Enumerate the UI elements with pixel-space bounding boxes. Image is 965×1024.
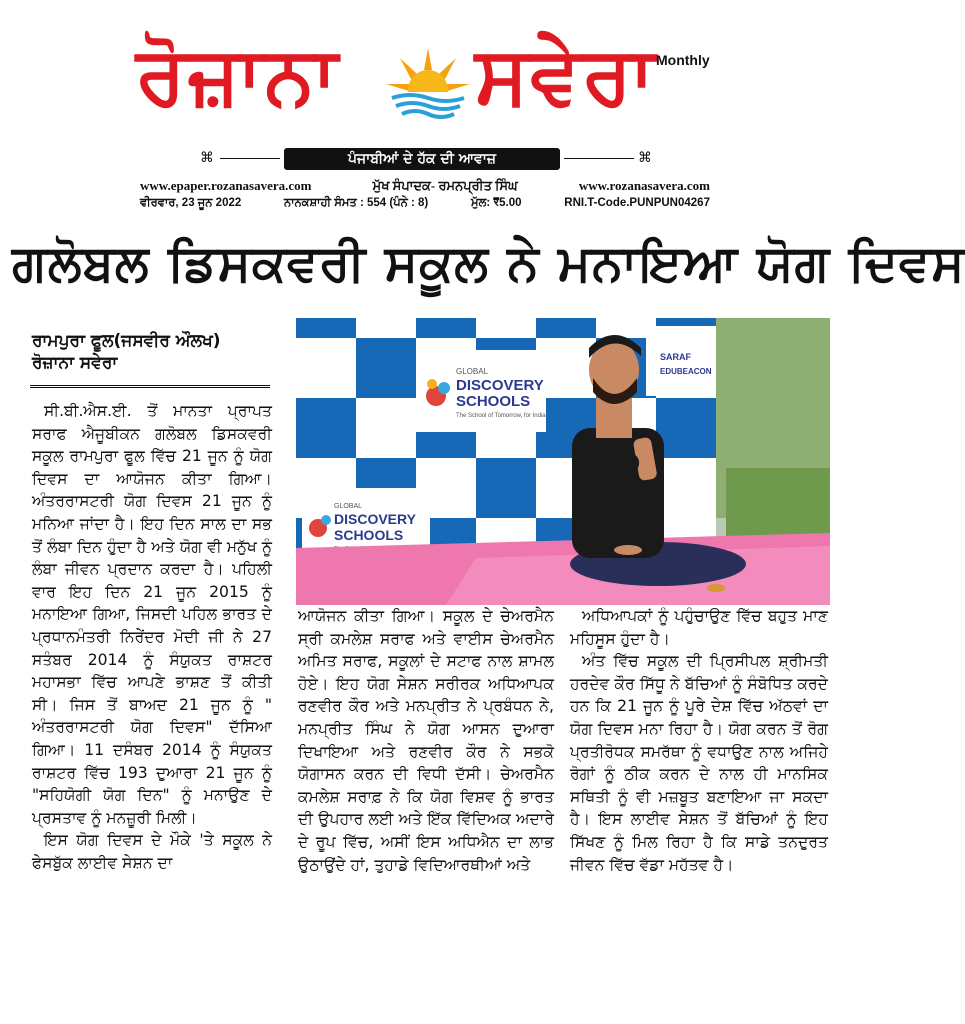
banner-edubeacon: EDUBEACON: [660, 367, 712, 376]
issue-date: ਵੀਰਵਾਰ, 23 ਜੂਨ 2022: [140, 197, 242, 209]
logo-left-text: ਰੋਜ਼ਾਨਾ: [136, 29, 340, 122]
masthead-meta-row: [140, 197, 710, 210]
article-paragraph: ਆਯੋਜਨ ਕੀਤਾ ਗਿਆ। ਸਕੂਲ ਦੇ ਚੇਅਰਮੈਨ ਸ੍ਰੀ ਕਮਲੇਸ਼ ਸਰਾਫ ਅਤੇ ਵਾਈਸ ਚੇਅਰਮੈਨ ਅਮਿਤ ਸਰਾਫ, ਸਕੂਲਾਂ ਦੇ ਸਟਾਫ ਨਾਲ ਸ਼ਾਮਲ ਹੋਏ। ਇਹ ਯੋਗ ਸੇਸ਼ਨ ਸਰੀਰਕ ਅਧਿਆਪਕ ਰਣਵੀਰ ਕੌਰ ਅਤੇ ਮਨਪ੍ਰੀਤ ਨੇ ਪ੍ਰਬੰਧਨ ਨੇ, ਮਨਪ੍ਰੀਤ ਸਿੰਘ ਨੇ ਯੋਗ ਆਸਨ ਦੁਆਰਾ ਦਿਖਾਇਆ ਅਤੇ ਰਣਵੀਰ ਕੌਰ ਨੇ ਸਭਕੋ ਯੋਗਾਸਨ ਕਰਨ ਦੀ ਵਿਧੀ ਦੱਸੀ। ਚੇਅਰਮੈਨ ਕਮਲੇਸ਼ ਸਰਾਫ਼ ਨੇ ਕਿ ਯੋਗ ਵਿਸ਼ਵ ਨੂੰ ਭਾਰਤ ਦੀ ਉਪਹਾਰ ਲਈ ਅਤੇ ਇੱਕ ਵਿੱਦਿਅਕ ਅਦਾਰੇ ਦੇ ਰੂਪ ਵਿੱਚ, ਅਸੀਂ ਇਸ ਅਧਿਐਨ ਦਾ ਲਾਭ ਉਠਾਉਂਦੇ ਹਾਂ, ਤੁਹਾਡੇ ਵਿਦਿਆਰਥੀਆਂ ਅਤੇ: [298, 607, 554, 874]
article-column-3: [570, 605, 828, 876]
price: ਮੁੱਲ: ₹5.00: [471, 197, 522, 209]
article-photo: [296, 318, 830, 605]
banner-brand-line2: SCHOOLS: [456, 393, 531, 410]
rni-code: RNI.T-Code.PUNPUN04267: [564, 197, 710, 209]
article-paragraph: ਅੰਤ ਵਿੱਚ ਸਕੂਲ ਦੀ ਪ੍ਰਿਸੀਪਲ ਸ਼੍ਰੀਮਤੀ ਹਰਦੇਵ ਕੌਰ ਸਿੱਧੂ ਨੇ ਬੱਚਿਆਂ ਨੂੰ ਸੰਬੋਧਿਤ ਕਰਦੇ ਹਨ ਕਿ 21 ਜੂਨ ਨੂੰ ਪੂਰੇ ਦੇਸ਼ ਵਿੱਚ ਅੱਠਵਾਂ ਦਾ ਯੋਗ ਦਿਵਸ ਮਨਾ ਰਿਹਾ ਹੈ। ਯੋਗ ਕਰਨ ਤੋਂ ਰੋਗ ਪ੍ਰਤੀਰੋਧਕ ਸਮਰੱਥਾ ਨੂੰ ਵਧਾਉਣ ਨਾਲ ਅਜਿਹੇ ਰੋਗਾਂ ਨੂੰ ਠੀਕ ਕਰਨ ਦੇ ਨਾਲ ਹੀ ਮਾਨਸਿਕ ਸਥਿਤੀ ਨੂੰ ਵੀ ਮਜ਼ਬੂਤ ਬਣਾਇਆ ਜਾ ਸਕਦਾ ਹੈ। ਇਸ ਲਾਈਵ ਸੇਸ਼ਨ ਤੋਂ ਬੱਚਿਆਂ ਨੂੰ ਇਹ ਸਿੱਖਣ ਨੂੰ ਮਿਲ ਰਿਹਾ ਹੈ ਕਿ ਸਾਡੇ ਤਨਦੁਰਤ ਜੀਵਨ ਵਿੱਚ ਵੱਡਾ ਮਹੱਤਵ ਹੈ।: [570, 652, 828, 874]
banner-brand-line2-2: SCHOOLS: [334, 527, 404, 543]
tagline-rule-right: [564, 158, 634, 159]
banner-brand-line1: DISCOVERY: [456, 377, 544, 394]
article-paragraph: ਇਸ ਯੋਗ ਦਿਵਸ ਦੇ ਮੌਕੇ 'ਤੇ ਸਕੂਲ ਨੇ ਫੇਸਬੁੱਕ ਲਾਈਵ ਸੇਸ਼ਨ ਦਾ: [32, 831, 272, 872]
byline: [32, 330, 221, 374]
tagline-row: [200, 148, 654, 170]
byline-paper: ਰੋਜ਼ਾਨਾ ਸਵੇਰਾ: [32, 353, 118, 373]
site-url: www.rozanasavera.com: [578, 178, 710, 193]
chief-editor: ਮੁੱਖ ਸੰਪਾਦਕ- ਰਮਨਪ੍ਰੀਤ ਸਿੰਘ: [372, 178, 518, 193]
ornament-left-icon: ⌘: [200, 150, 214, 166]
masthead: [0, 0, 842, 215]
masthead-info-row: [140, 178, 710, 194]
article-paragraph: ਸੀ.ਬੀ.ਐਸ.ਈ. ਤੋਂ ਮਾਨਤਾ ਪ੍ਰਾਪਤ ਸਰਾਫ ਐਜੂਬੀਕਨ ਗਲੋਬਲ ਡਿਸਕਵਰੀ ਸਕੂਲ ਰਾਮਪੁਰਾ ਫੂਲ ਵਿੱਚ 21 ਜੂਨ ਨੂੰ ਯੋਗ ਦਿਵਸ ਦਾ ਆਯੋਜਨ ਕੀਤਾ ਗਿਆ। ਅੰਤਰਰਾਸਟਰੀ ਯੋਗ ਦਿਵਸ 21 ਜੂਨ ਨੂੰ ਮਨਿਆ ਜਾਂਦਾ ਹੈ। ਇਹ ਦਿਨ ਸਾਲ ਦਾ ਸਭ ਤੋਂ ਲੰਬਾ ਦਿਨ ਹੁੰਦਾ ਹੈ ਅਤੇ ਯੋਗ ਵੀ ਮਨੁੱਖ ਨੂੰ ਲੰਬਾ ਜੀਵਨ ਪ੍ਰਦਾਨ ਕਰਦਾ ਹੈ। ਪਹਿਲੀ ਵਾਰ ਇਹ ਦਿਨ 21 ਜੂਨ 2015 ਨੂੰ ਮਨਾਇਆ ਗਿਆ, ਜਿਸਦੀ ਪਹਿਲ ਭਾਰਤ ਦੇ ਪ੍ਰਧਾਨਮੰਤਰੀ ਨਿਰੇਂਦਰ ਮੋਦੀ ਜੀ ਨੇ 27 ਸਤੰਬਰ 2014 ਨੂੰ ਸੰਯੁਕਤ ਰਾਸ਼ਟਰ ਮਹਾਸਭਾ ਵਿੱਚ ਆਪਣੇ ਭਾਸ਼ਣ ਤੋਂ ਕੀਤੀ ਸੀ। ਜਿਸ ਤੋਂ ਬਾਅਦ 21 ਜੂਨ ਨੂੰ " ਅੰਤਰਰਾਸਟਰੀ ਯੋਗ ਦਿਵਸ" ਦੱਸਿਆ ਗਿਆ। 11 ਦਸੰਬਰ 2014 ਨੂੰ ਸੰਯੁਕਤ ਰਾਸ਼ਟਰ ਵਿੱਚ 193 ਦੁਆਰਾ 21 ਜੂਨ ਨੂੰ "ਸਹਿਯੋਗੀ ਯੋਗ ਦਿਨ" ਨੂੰ ਮਨਾਉਣ ਦੇ ਪ੍ਰਸਤਾਵ ਨੂੰ ਮਨਜ਼ੂਰੀ ਮਿਲੀ।: [32, 402, 272, 827]
frequency-label: Monthly: [656, 52, 710, 68]
ornament-right-icon: ⌘: [638, 150, 652, 166]
logo-right-text: ਸਵੇਰਾ: [475, 29, 657, 122]
banner-brand-sub: The School of Tomorrow, for India: [456, 413, 546, 419]
article-column-2: [298, 605, 554, 876]
sun-logo-icon: [386, 48, 470, 128]
article-headline: ਗਲੋਬਲ ਡਿਸਕਵਰੀ ਸਕੂਲ ਨੇ ਮਨਾਇਆ ਯੋਗ ਦਿਵਸ: [12, 234, 965, 292]
epaper-url: www.epaper.rozanasavera.com: [140, 178, 312, 193]
nanakshahi-era: ਨਾਨਕਸ਼ਾਹੀ ਸੰਮਤ : 554 (ਪੰਨੇ : 8): [284, 197, 429, 209]
byline-divider: [30, 385, 270, 388]
banner-brand-small: GLOBAL: [456, 367, 489, 376]
byline-reporter: ਰਾਮਪੁਰਾ ਫੂਲ(ਜਸਵੀਰ ਔਲਖ): [32, 331, 221, 351]
banner-brand-line1-2: DISCOVERY: [334, 511, 416, 527]
article-column-1: [32, 400, 272, 874]
yoga-photo-illustration: [296, 318, 830, 605]
banner-brand-small-2: GLOBAL: [334, 503, 363, 510]
tagline: ਪੰਜਾਬੀਆਂ ਦੇ ਹੱਕ ਦੀ ਆਵਾਜ਼: [284, 148, 560, 170]
banner-saraf: SARAF: [660, 352, 691, 362]
article-paragraph: ਅਧਿਆਪਕਾਂ ਨੂੰ ਪਹੁੰਚਾਉਣ ਵਿੱਚ ਬਹੁਤ ਮਾਣ ਮਹਿਸੂਸ ਹੁੰਦਾ ਹੈ।: [570, 607, 828, 648]
tagline-rule-left: [220, 158, 280, 159]
